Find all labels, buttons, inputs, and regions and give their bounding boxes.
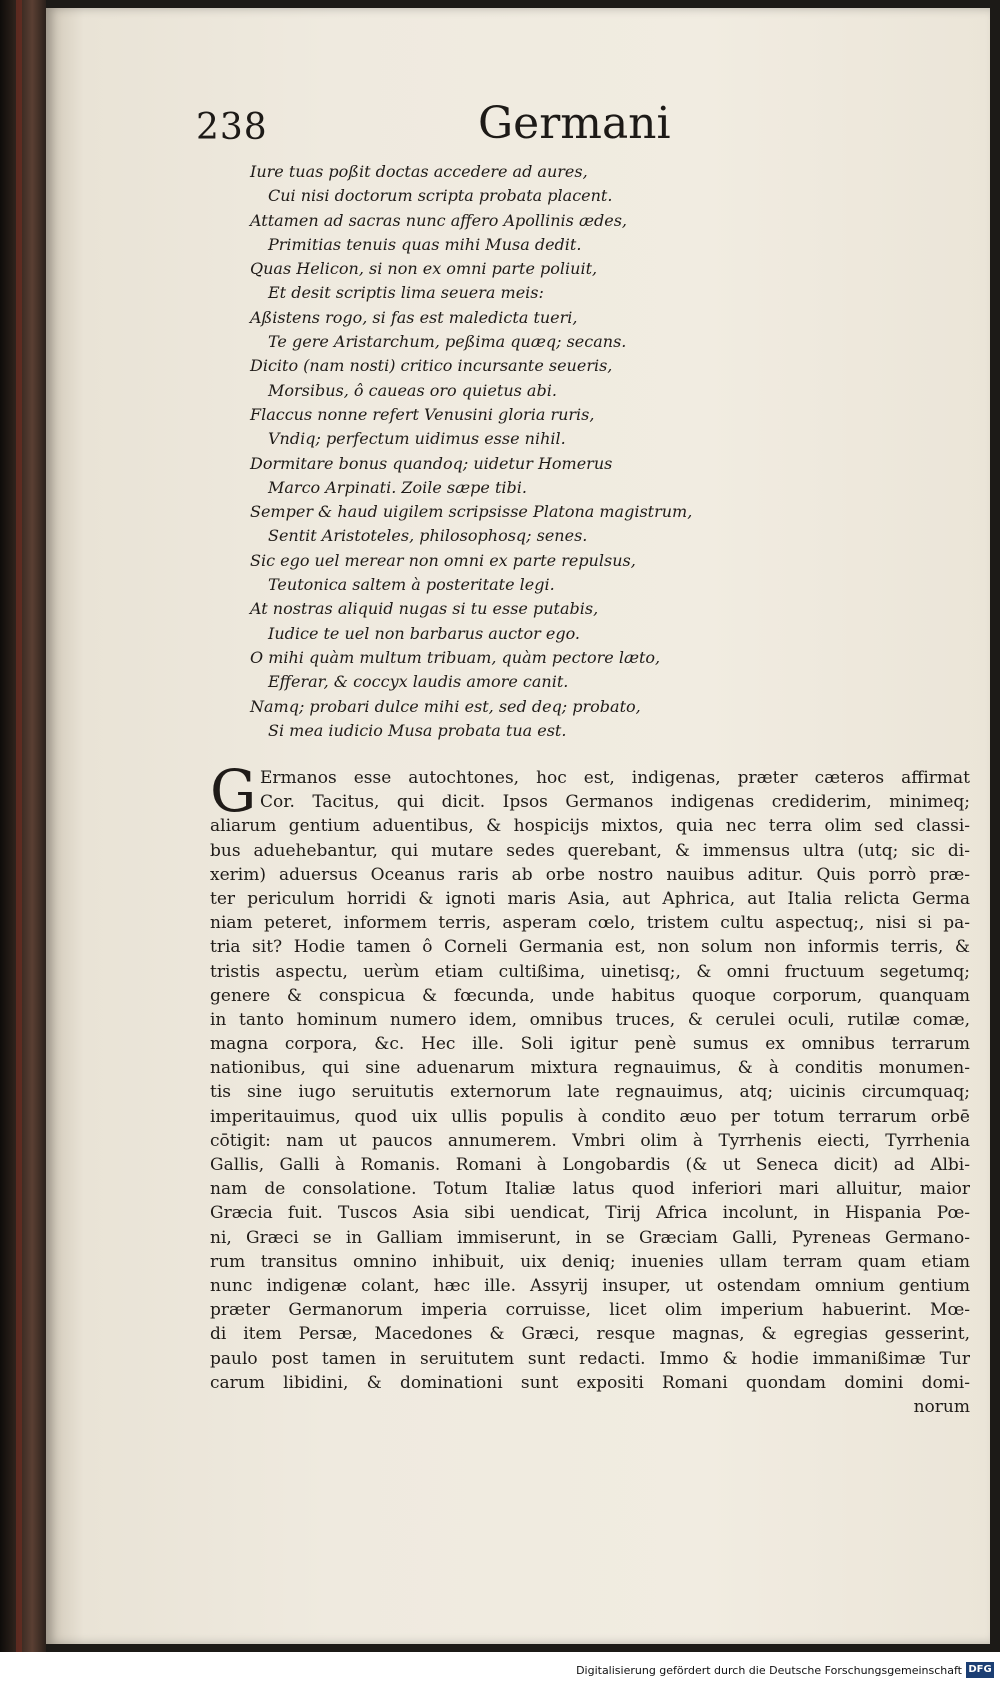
prose-line: cōtigit: nam ut paucos annumerem. Vmbri olim à Tyrrhenis eiecti, Tyrrhenia [210, 1130, 970, 1151]
poem-line: Cui nisi doctorum scripta probata placent. [268, 186, 613, 206]
prose-line: rum transitus omnino inhibuit, uix deniq; inuenies ullam terram quam etiam [210, 1251, 970, 1272]
prose-line: niam peteret, informem terris, asperam cœlo, tristem cultu aspectuq;, nisi si pa- [210, 913, 970, 934]
prose-line: ter periculum horridi & ignoti maris Asia, aut Aphrica, aut Italia relicta Germa [210, 888, 970, 909]
prose-line: Gallis, Galli à Romanis. Romani à Longobardis (& ut Seneca dicit) ad Albi- [210, 1155, 970, 1175]
prose-line: Græcia fuit. Tuscos Asia sibi uendicat, Tirij Africa incolunt, in Hispania Pœ- [210, 1203, 970, 1224]
footer-bar [0, 1652, 1000, 1690]
footer-credit: Digitalisierung gefördert durch die Deutsche Forschungsgemeinschaft [576, 1664, 962, 1677]
running-head: Germani [478, 98, 671, 149]
spine-binding-strip [16, 0, 22, 1652]
prose-line: ni, Græci se in Galliam immiserunt, in se Græciam Galli, Pyreneas Germano- [210, 1227, 970, 1248]
prose-line: di item Persæ, Macedones & Græci, resque magnas, & egregias gesserint, [210, 1324, 970, 1345]
poem-line: Si mea iudicio Musa probata tua est. [268, 720, 567, 740]
prose-line: magna corpora, &c. Hec ille. Soli igitur penè sumus ex omnibus terrarum [210, 1034, 970, 1055]
poem-line: Et desit scriptis lima seuera meis: [268, 283, 544, 303]
prose-line: tria sit? Hodie tamen ô Corneli Germania est, non solum non informis terris, & [210, 937, 970, 958]
poem-line: Iure tuas poßit doctas accedere ad aures, [250, 162, 588, 181]
prose-line: paulo post tamen in seruitutem sunt redacti. Immo & hodie immanißimæ Tur [210, 1348, 970, 1369]
poem-line: Vndiq; perfectum uidimus esse nihil. [268, 429, 566, 449]
page-number: 238 [196, 107, 268, 148]
poem-line: Flaccus nonne refert Venusini gloria ruris, [250, 404, 595, 424]
prose-line: tis sine iugo seruitutis externorum late regnauimus, atq; uicinis circumquaq; [210, 1082, 970, 1103]
prose-line: Ermanos esse autochtones, hoc est, indigenas, præter cæteros affirmat [260, 768, 970, 788]
poem-line: Dicito (nam nosti) critico incursante seueris, [250, 356, 613, 376]
poem-line: O mihi quàm multum tribuam, quàm pectore læto, [250, 647, 661, 667]
prose-line: nam de consolatione. Totum Italiæ latus quod inferiori mari alluitur, maior [210, 1179, 970, 1200]
poem-line: Marco Arpinati. Zoile sæpe tibi. [268, 477, 527, 497]
poem-line: Namq; probari dulce mihi est, sed deq; probato, [250, 696, 641, 716]
prose-line: bus aduehebantur, qui mutare sedes querebant, & immensus ultra (utq; sic di- [210, 840, 970, 861]
prose-line: præter Germanorum imperia corruisse, licet olim imperium habuerint. Mœ- [210, 1300, 970, 1321]
poem-line: Quas Helicon, si non ex omni parte poliuit, [250, 259, 598, 279]
dfg-logo-icon: DFG [966, 1662, 994, 1678]
prose-line: nunc indigenæ colant, hæc ille. Assyrij insuper, ut ostendam omnium gentium [210, 1275, 970, 1296]
poem-line: Sic ego uel merear non omni ex parte repulsus, [250, 550, 636, 570]
prose-catchword: norum [913, 1396, 970, 1417]
poem-line: Teutonica saltem à posteritate legi. [268, 575, 555, 595]
prose-line: carum libidini, & dominationi sunt expositi Romani quondam domini domi- [210, 1372, 970, 1393]
prose-line: aliarum gentium aduentibus, & hospicijs mixtos, quia nec terra olim sed classi- [210, 816, 970, 837]
poem-line: Aßistens rogo, si fas est maledicta tueri, [250, 307, 578, 327]
prose-line: imperitauimus, quod uix ullis populis à condito æuo per totum terrarum orbē [210, 1106, 970, 1127]
poem-line: Primitias tenuis quas mihi Musa dedit. [268, 234, 582, 254]
poem-line: Efferar, & coccyx laudis amore canit. [268, 672, 569, 692]
poem-line: Attamen ad sacras nunc affero Apollinis ædes, [250, 210, 627, 230]
prose-line: tristis aspectu, uerùm etiam cultißima, uinetisq;, & omni fructuum segetumq; [210, 961, 970, 982]
prose-block [210, 766, 970, 1419]
poem-line: Dormitare bonus quandoq; uidetur Homerus [250, 453, 613, 473]
poem-block [250, 160, 870, 743]
prose-line: nationibus, qui sine aduenarum mixtura regnauimus, & à conditis monumen- [210, 1058, 970, 1079]
prose-line: Cor. Tacitus, qui dicit. Ipsos Germanos indigenas crediderim, minimeq; [260, 792, 970, 813]
prose-line: xerim) aduersus Oceanus raris ab orbe nostro nauibus aditur. Quis porrò præ- [210, 864, 970, 885]
poem-line: Morsibus, ô caueas oro quietus abi. [268, 380, 557, 400]
poem-line: Te gere Aristarchum, peßima quæq; secans. [268, 332, 627, 352]
prose-line: genere & conspicua & fœcunda, unde habitus quoque corporum, quanquam [210, 985, 970, 1006]
drop-cap-initial: G [210, 757, 257, 825]
prose-line: in tanto hominum numero idem, omnibus truces, & cerulei oculi, rutilæ comæ, [210, 1009, 970, 1030]
poem-line: At nostras aliquid nugas si tu esse putabis, [250, 599, 599, 619]
book-spine [0, 0, 46, 1652]
poem-line: Semper & haud uigilem scripsisse Platona magistrum, [250, 502, 693, 522]
poem-line: Sentit Aristoteles, philosophosq; senes. [268, 526, 588, 546]
poem-line: Iudice te uel non barbarus auctor ego. [268, 623, 580, 643]
